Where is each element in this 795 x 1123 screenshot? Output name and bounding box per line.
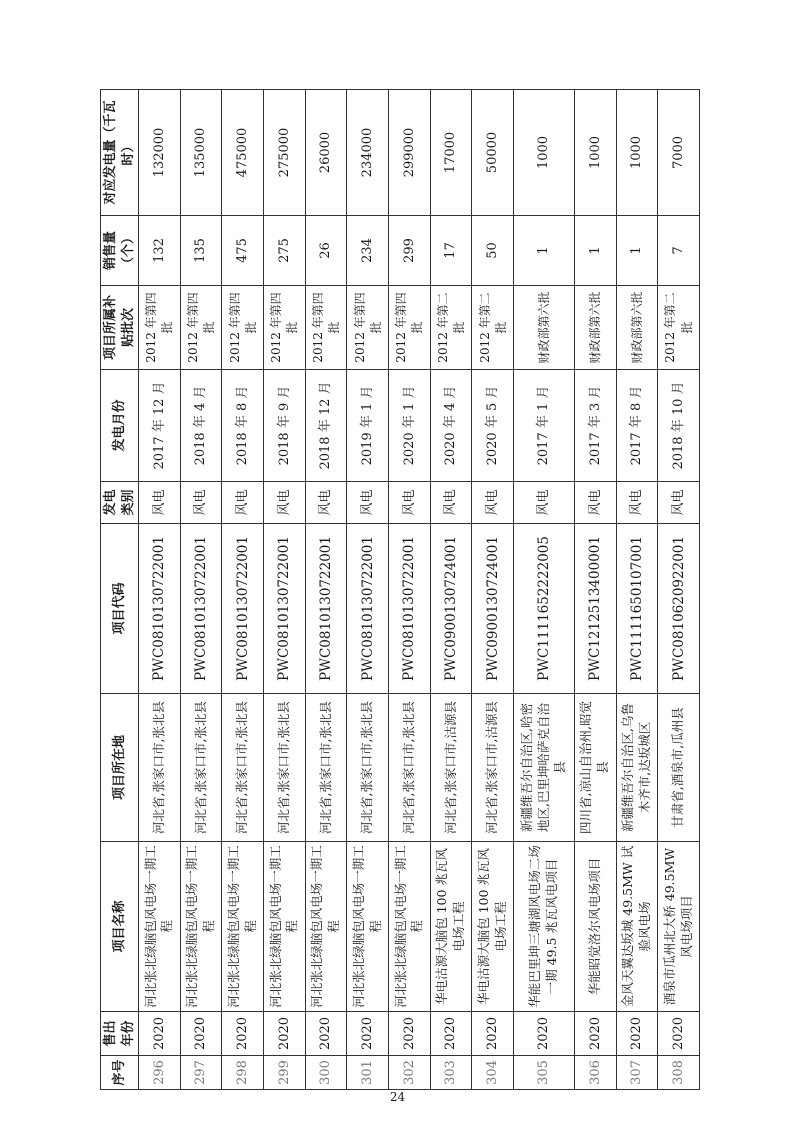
cell-seq: 301 — [347, 1056, 389, 1090]
cell-project-code: PWC0810620922001 — [658, 524, 700, 694]
cell-type: 风电 — [514, 482, 575, 524]
cell-quantity: 17 — [430, 216, 472, 286]
cell-quantity: 234 — [347, 216, 389, 286]
header-project-name: 项目名称 — [101, 842, 139, 1012]
cell-batch: 2012 年第二批 — [472, 286, 514, 370]
cell-quantity: 1 — [574, 216, 616, 286]
header-batch: 项目所属补贴批次 — [101, 286, 139, 370]
cell-type: 风电 — [222, 482, 264, 524]
header-type: 发电类别 — [101, 482, 139, 524]
cell-project-code: PWC0810130722001 — [347, 524, 389, 694]
cell-energy: 1000 — [616, 90, 658, 216]
cell-energy: 234000 — [347, 90, 389, 216]
cell-seq: 307 — [616, 1056, 658, 1090]
cell-month: 2017 年 8 月 — [616, 370, 658, 482]
cell-project-name: 华能巴里坤三塘湖风电场二场一期 49.5 兆瓦风电项目 — [514, 842, 575, 1012]
cell-project-code: PWC0900130724001 — [472, 524, 514, 694]
cell-year: 2020 — [347, 1012, 389, 1056]
cell-energy: 7000 — [658, 90, 700, 216]
cell-quantity: 275 — [264, 216, 306, 286]
cell-batch: 2012 年第二批 — [430, 286, 472, 370]
cell-batch: 2012 年第四批 — [347, 286, 389, 370]
header-energy: 对应发电量（千瓦时） — [101, 90, 139, 216]
cell-month: 2020 年 1 月 — [389, 370, 431, 482]
cell-project-name: 河北张北绿脑包风电场一期工程 — [139, 842, 181, 1012]
cell-type: 风电 — [430, 482, 472, 524]
table-row — [658, 90, 700, 1090]
cell-month: 2019 年 1 月 — [347, 370, 389, 482]
cell-seq: 306 — [574, 1056, 616, 1090]
cell-project-code: PWC1111652222005 — [514, 524, 575, 694]
cell-type: 风电 — [658, 482, 700, 524]
header-location: 项目所在地 — [101, 694, 139, 842]
cell-month: 2017 年 1 月 — [514, 370, 575, 482]
cell-project-name: 酒泉市瓜州北大桥 49.5MW 风电场项目 — [658, 842, 700, 1012]
cell-energy: 26000 — [305, 90, 347, 216]
cell-seq: 308 — [658, 1056, 700, 1090]
cell-year: 2020 — [430, 1012, 472, 1056]
cell-type: 风电 — [472, 482, 514, 524]
cell-energy: 275000 — [264, 90, 306, 216]
table-row — [616, 90, 658, 1090]
table-row — [514, 90, 575, 1090]
cell-batch: 2012 年第四批 — [264, 286, 306, 370]
cell-energy: 475000 — [222, 90, 264, 216]
cell-year: 2020 — [658, 1012, 700, 1056]
cell-location: 河北省,张家口市,张北县 — [389, 694, 431, 842]
cell-year: 2020 — [222, 1012, 264, 1056]
table-row — [430, 90, 472, 1090]
cell-location: 甘肃省,酒泉市,瓜州县 — [658, 694, 700, 842]
cell-type: 风电 — [180, 482, 222, 524]
cell-type: 风电 — [305, 482, 347, 524]
cell-project-code: PWC0810130722001 — [389, 524, 431, 694]
cell-type: 风电 — [574, 482, 616, 524]
header-row — [101, 90, 139, 1090]
table-row — [347, 90, 389, 1090]
cell-quantity: 135 — [180, 216, 222, 286]
cell-quantity: 1 — [616, 216, 658, 286]
rotated-table-container — [100, 90, 700, 1090]
table-row — [139, 90, 181, 1090]
cell-year: 2020 — [514, 1012, 575, 1056]
cell-project-name: 金风天翼达坂城 49.5MW 试验风电场 — [616, 842, 658, 1012]
cell-month: 2020 年 5 月 — [472, 370, 514, 482]
cell-quantity: 1 — [514, 216, 575, 286]
cell-year: 2020 — [264, 1012, 306, 1056]
header-year: 售出年份 — [101, 1012, 139, 1056]
cell-type: 风电 — [347, 482, 389, 524]
cell-project-name: 河北张北绿脑包风电场一期工程 — [347, 842, 389, 1012]
cell-location: 新疆维吾尔自治区,哈密地区,巴里坤哈萨克自治县 — [514, 694, 575, 842]
cell-location: 河北省,张家口市,张北县 — [305, 694, 347, 842]
cell-project-code: PWC0810130722001 — [180, 524, 222, 694]
cell-month: 2017 年 3 月 — [574, 370, 616, 482]
table-row — [222, 90, 264, 1090]
table-row — [305, 90, 347, 1090]
cell-project-code: PWC0810130722001 — [264, 524, 306, 694]
cell-energy: 1000 — [514, 90, 575, 216]
sales-table — [100, 89, 700, 1090]
cell-quantity: 475 — [222, 216, 264, 286]
cell-year: 2020 — [616, 1012, 658, 1056]
cell-energy: 299000 — [389, 90, 431, 216]
header-quantity: 销售量（个） — [101, 216, 139, 286]
cell-location: 河北省,张家口市,张北县 — [264, 694, 306, 842]
cell-location: 河北省,张家口市,沽源县 — [472, 694, 514, 842]
cell-project-name: 华电沽源大脑包 100 兆瓦风电场工程 — [430, 842, 472, 1012]
cell-batch: 财政部第六批 — [574, 286, 616, 370]
cell-year: 2020 — [389, 1012, 431, 1056]
cell-project-code: PWC0900130724001 — [430, 524, 472, 694]
cell-project-name: 华能昭觉洛尔风电场项目 — [574, 842, 616, 1012]
cell-location: 河北省,张家口市,沽源县 — [430, 694, 472, 842]
cell-location: 四川省,凉山自治州,昭觉县 — [574, 694, 616, 842]
page-number: 24 — [389, 1090, 406, 1104]
cell-seq: 298 — [222, 1056, 264, 1090]
cell-batch: 2012 年第四批 — [222, 286, 264, 370]
cell-seq: 297 — [180, 1056, 222, 1090]
cell-energy: 1000 — [574, 90, 616, 216]
cell-project-name: 河北张北绿脑包风电场一期工程 — [180, 842, 222, 1012]
cell-type: 风电 — [139, 482, 181, 524]
cell-energy: 132000 — [139, 90, 181, 216]
table-row — [264, 90, 306, 1090]
cell-month: 2018 年 8 月 — [222, 370, 264, 482]
cell-batch: 2012 年第二批 — [658, 286, 700, 370]
cell-year: 2020 — [305, 1012, 347, 1056]
cell-batch: 财政部第六批 — [514, 286, 575, 370]
cell-month: 2018 年 12 月 — [305, 370, 347, 482]
cell-energy: 50000 — [472, 90, 514, 216]
cell-location: 新疆维吾尔自治区,乌鲁木齐市,达坂城区 — [616, 694, 658, 842]
cell-quantity: 299 — [389, 216, 431, 286]
cell-quantity: 26 — [305, 216, 347, 286]
cell-project-name: 河北张北绿脑包风电场一期工程 — [222, 842, 264, 1012]
cell-project-name: 华电沽源大脑包 100 兆瓦风电场工程 — [472, 842, 514, 1012]
header-seq: 序号 — [101, 1056, 139, 1090]
cell-month: 2018 年 10 月 — [658, 370, 700, 482]
cell-quantity: 7 — [658, 216, 700, 286]
cell-energy: 17000 — [430, 90, 472, 216]
cell-year: 2020 — [574, 1012, 616, 1056]
cell-year: 2020 — [180, 1012, 222, 1056]
cell-location: 河北省,张家口市,张北县 — [180, 694, 222, 842]
cell-project-name: 河北张北绿脑包风电场一期工程 — [389, 842, 431, 1012]
cell-type: 风电 — [264, 482, 306, 524]
table-row — [389, 90, 431, 1090]
cell-location: 河北省,张家口市,张北县 — [347, 694, 389, 842]
cell-seq: 299 — [264, 1056, 306, 1090]
cell-batch: 2012 年第四批 — [305, 286, 347, 370]
cell-project-code: PWC1212513400001 — [574, 524, 616, 694]
cell-quantity: 50 — [472, 216, 514, 286]
header-month: 发电月份 — [101, 370, 139, 482]
table-row — [180, 90, 222, 1090]
cell-seq: 296 — [139, 1056, 181, 1090]
cell-project-code: PWC0810130722001 — [139, 524, 181, 694]
cell-project-name: 河北张北绿脑包风电场一期工程 — [305, 842, 347, 1012]
cell-seq: 300 — [305, 1056, 347, 1090]
cell-project-code: PWC0810130722001 — [305, 524, 347, 694]
cell-type: 风电 — [389, 482, 431, 524]
cell-location: 河北省,张家口市,张北县 — [222, 694, 264, 842]
cell-batch: 2012 年第四批 — [389, 286, 431, 370]
cell-batch: 财政部第六批 — [616, 286, 658, 370]
cell-quantity: 132 — [139, 216, 181, 286]
cell-month: 2017 年 12 月 — [139, 370, 181, 482]
cell-project-code: PWC0810130722001 — [222, 524, 264, 694]
cell-location: 河北省,张家口市,张北县 — [139, 694, 181, 842]
cell-month: 2020 年 4 月 — [430, 370, 472, 482]
cell-year: 2020 — [139, 1012, 181, 1056]
cell-month: 2018 年 9 月 — [264, 370, 306, 482]
cell-project-name: 河北张北绿脑包风电场一期工程 — [264, 842, 306, 1012]
cell-year: 2020 — [472, 1012, 514, 1056]
cell-batch: 2012 年第四批 — [180, 286, 222, 370]
cell-seq: 303 — [430, 1056, 472, 1090]
cell-project-code: PWC1111650107001 — [616, 524, 658, 694]
table-row — [574, 90, 616, 1090]
cell-seq: 304 — [472, 1056, 514, 1090]
table-row — [472, 90, 514, 1090]
cell-month: 2018 年 4 月 — [180, 370, 222, 482]
cell-type: 风电 — [616, 482, 658, 524]
cell-seq: 305 — [514, 1056, 575, 1090]
cell-seq: 302 — [389, 1056, 431, 1090]
header-project-code: 项目代码 — [101, 524, 139, 694]
cell-batch: 2012 年第四批 — [139, 286, 181, 370]
cell-energy: 135000 — [180, 90, 222, 216]
